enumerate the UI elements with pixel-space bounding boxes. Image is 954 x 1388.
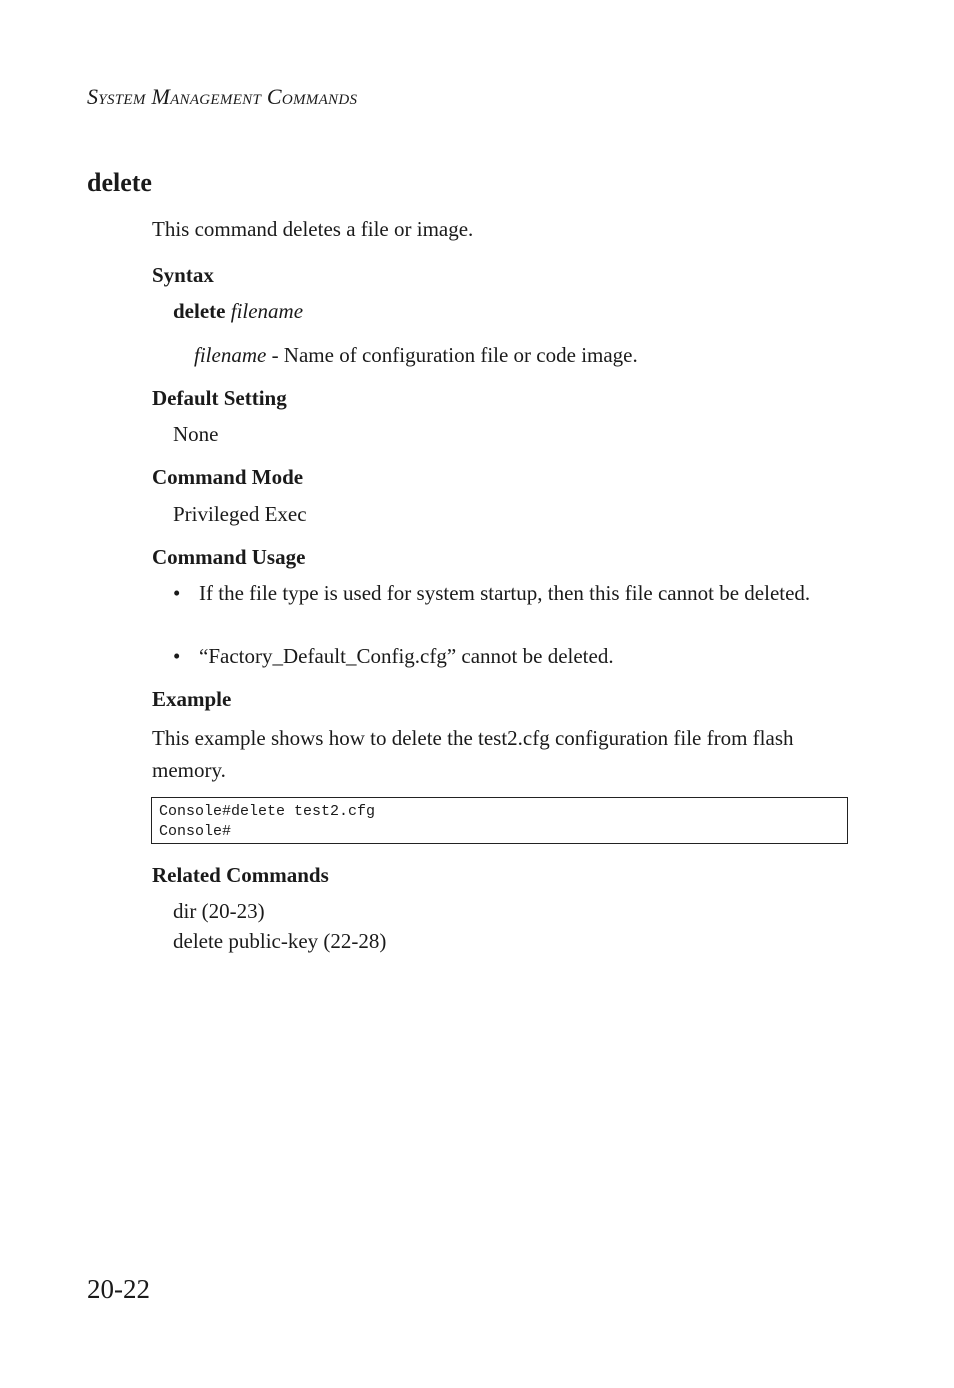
command-mode-heading: Command Mode bbox=[152, 465, 304, 489]
code-line: Console# bbox=[159, 823, 232, 840]
code-line: Console#delete test2.cfg bbox=[159, 803, 376, 820]
related-command-item: dir (20-23) bbox=[173, 899, 265, 923]
bullet-icon: • bbox=[173, 581, 181, 605]
command-description: This command deletes a file or image. bbox=[152, 217, 474, 241]
usage-item: “Factory_Default_Config.cfg” cannot be deleted. bbox=[199, 644, 614, 668]
related-commands-heading: Related Commands bbox=[152, 863, 329, 887]
command-usage-heading: Command Usage bbox=[152, 545, 306, 569]
command-mode-value: Privileged Exec bbox=[173, 502, 307, 526]
page-number: 20-22 bbox=[87, 1274, 150, 1304]
related-command-item: delete public-key (22-28) bbox=[173, 929, 387, 953]
param-name: filename bbox=[194, 343, 267, 367]
bullet-icon: • bbox=[173, 644, 181, 668]
usage-item: If the file type is used for system startup, then this file cannot be deleted. bbox=[199, 581, 811, 605]
syntax-keyword: delete bbox=[173, 299, 226, 323]
running-header: System Management Commands bbox=[87, 84, 358, 109]
syntax-line bbox=[173, 299, 303, 324]
parameter-description bbox=[194, 343, 638, 368]
syntax-heading: Syntax bbox=[152, 263, 214, 287]
syntax-argument: filename bbox=[230, 299, 304, 323]
command-title: delete bbox=[87, 168, 152, 197]
default-setting-heading: Default Setting bbox=[152, 386, 287, 410]
example-heading: Example bbox=[152, 687, 232, 711]
param-desc: - Name of configuration file or code image. bbox=[266, 343, 638, 367]
code-example-box bbox=[151, 797, 848, 844]
example-text: This example shows how to delete the test2.cfg configuration file from flash memory. bbox=[152, 726, 794, 782]
default-setting-value: None bbox=[173, 422, 219, 446]
